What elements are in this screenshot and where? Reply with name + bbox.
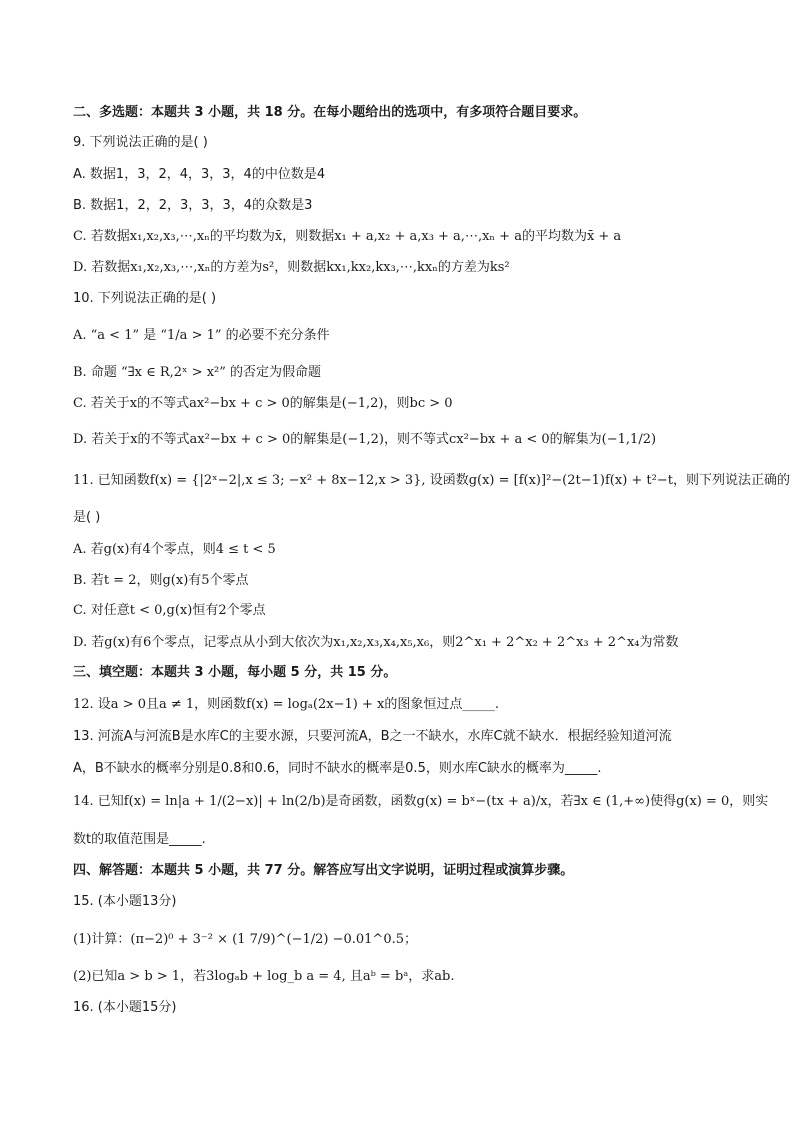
question-14-continued: 数t的取值范围是_____. <box>73 832 206 847</box>
question-9-option-a: A. 数据1，3，2，4，3，3，4的中位数是4 <box>73 167 326 182</box>
question-16: 16. (本小题15分) <box>73 1000 177 1015</box>
question-13-continued: A，B不缺水的概率分别是0.8和0.6，同时不缺水的概率是0.5，则水库C缺水的概率为_____. <box>73 761 602 776</box>
question-15-part-1: (1)计算：(π−2)⁰ + 3⁻² × (1 7/9)^(−1/2) −0.01^0.5； <box>73 932 417 947</box>
question-12: 12. 设a > 0且a ≠ 1，则函数f(x) = logₐ(2x−1) + x的图象恒过点_____. <box>73 697 499 712</box>
question-11-option-c: C. 对任意t < 0,g(x)恒有2个零点 <box>73 603 266 618</box>
question-9-option-c: C. 若数据x₁,x₂,x₃,⋯,xₙ的平均数为x̄，则数据x₁ + a,x₂ + a,x₃ + a,⋯,xₙ + a的平均数为x̄ + a <box>73 229 622 244</box>
question-11-continued: 是( ) <box>73 510 101 525</box>
section-fill-in-heading: 三、填空题：本题共 3 小题，每小题 5 分，共 15 分。 <box>73 665 397 680</box>
question-11: 11. 已知函数f(x) = {|2ˣ−2|,x ≤ 3; −x² + 8x−12,x > 3}, 设函数g(x) = [f(x)]²−(2t−1)f(x) + t²−t，则下列说法正确的 <box>73 473 790 488</box>
question-9-option-d: D. 若数据x₁,x₂,x₃,⋯,xₙ的方差为s²，则数据kx₁,kx₂,kx₃,⋯,kxₙ的方差为ks² <box>73 260 510 275</box>
question-10-option-d: D. 若关于x的不等式ax²−bx + c > 0的解集是(−1,2)，则不等式cx²−bx + a < 0的解集为(−1,1/2) <box>73 432 657 447</box>
question-15: 15. (本小题13分) <box>73 894 177 909</box>
question-10: 10. 下列说法正确的是( ) <box>73 291 217 306</box>
question-11-option-b: B. 若t = 2，则g(x)有5个零点 <box>73 573 249 588</box>
question-15-part-2: (2)已知a > b > 1，若3logₐb + log_b a = 4, 且aᵇ = bᵃ，求ab. <box>73 969 455 984</box>
question-9: 9. 下列说法正确的是( ) <box>73 135 208 150</box>
question-14: 14. 已知f(x) = ln|a + 1/(2−x)| + ln(2/b)是奇函数，函数g(x) = bˣ−(tx + a)/x，若∃x ∈ (1,+∞)使得g(x) = 0，则实 <box>73 794 769 809</box>
question-11-option-a: A. 若g(x)有4个零点，则4 ≤ t < 5 <box>73 542 276 557</box>
section-multiple-choice-heading: 二、多选题：本题共 3 小题，共 18 分。在每小题给出的选项中，有多项符合题目要求。 <box>73 105 587 120</box>
question-10-option-b: B. 命题 “∃x ∈ R,2ˣ > x²” 的否定为假命题 <box>73 365 322 380</box>
question-13: 13. 河流A与河流B是水库C的主要水源，只要河流A，B之一不缺水，水库C就不缺水．根据经验知道河流 <box>73 729 672 744</box>
question-11-option-d: D. 若g(x)有6个零点，记零点从小到大依次为x₁,x₂,x₃,x₄,x₅,x₆，则2^x₁ + 2^x₂ + 2^x₃ + 2^x₄为常数 <box>73 635 679 650</box>
question-10-option-c: C. 若关于x的不等式ax²−bx + c > 0的解集是(−1,2)，则bc > 0 <box>73 396 453 411</box>
question-10-option-a: A. “a < 1” 是 “1/a > 1” 的必要不充分条件 <box>73 328 330 343</box>
question-9-option-b: B. 数据1，2，2，3，3，3，4的众数是3 <box>73 198 313 213</box>
section-solution-heading: 四、解答题：本题共 5 小题，共 77 分。解答应写出文字说明，证明过程或演算步骤。 <box>73 863 574 878</box>
